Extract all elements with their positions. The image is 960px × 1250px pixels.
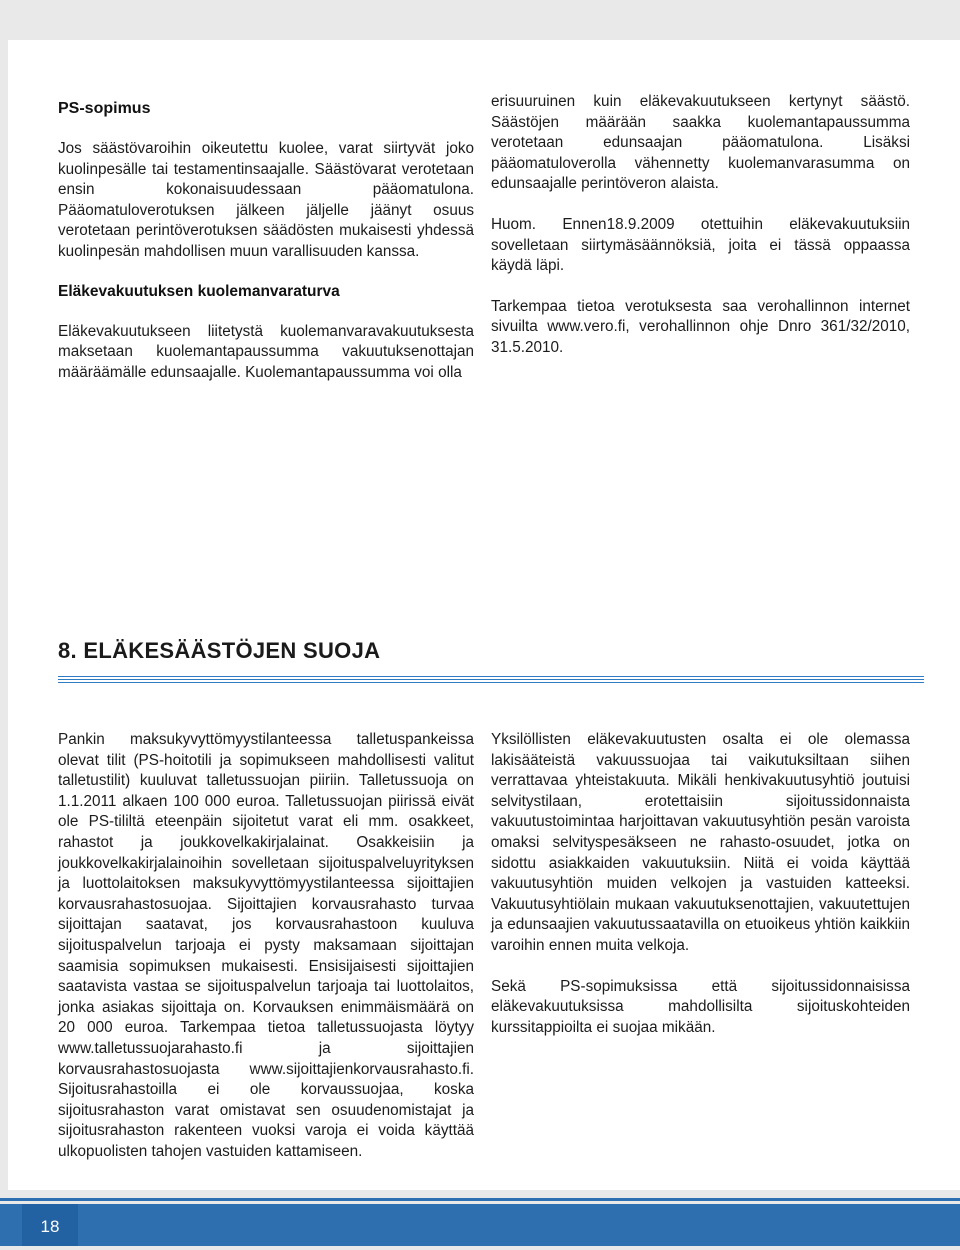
page-number: 18 bbox=[22, 1204, 78, 1246]
footer-band bbox=[0, 1204, 960, 1246]
left-top-column bbox=[58, 100, 474, 383]
footer-rule bbox=[0, 1198, 960, 1201]
section-divider bbox=[58, 676, 924, 683]
right-bottom-column bbox=[491, 730, 910, 1038]
section-title: 8. ELÄKESÄÄSTÖJEN SUOJA bbox=[58, 638, 381, 663]
verotus-paragraph: erisuuruinen kuin eläkevakuutukseen kertynyt säästö. Säästöjen määrään saakka kuolemantapaussumma verotetaan edunsaajan pääomatulona. Lisäksi pääomatuloverolla vähennetty kuolemanvarasumma on edunsaajalle perintöveron alaista. bbox=[491, 93, 910, 193]
kuolemanvaraturva-paragraph: Eläkevakuutukseen liitetystä kuolemanvaravakuutuksesta maksetaan kuolemantapaussumma vakuutuksenottajan määräämälle edunsaajalle. Kuolemantapaussumma voi olla bbox=[58, 322, 474, 381]
right-top-column bbox=[491, 92, 910, 359]
heading-kuolemanvaraturva: Eläkevakuutuksen kuolemanvaraturva bbox=[58, 282, 340, 300]
kurssitappiot-paragraph: Sekä PS-sopimuksissa että sijoitussidonnaisissa eläkevakuutuksissa mahdollisilta sijoituskohteiden kurssitappioilta ei suojaa mikään. bbox=[491, 977, 910, 1036]
document-page bbox=[8, 40, 960, 1190]
ps-sopimus-paragraph: Jos säästövaroihin oikeutettu kuolee, varat siirtyvät joko kuolinpesälle tai testamentinsaajalle. Säästövarat verotetaan ensin kokonaisuudessaan pääomatulona. Pääomatuloverotuksen jälkeen jäljelle jäänyt osuus verotetaan perintöverotuksen säädösten mukaisesti yhdessä kuolinpesän mahdollisen muun varallisuuden kanssa. bbox=[58, 140, 474, 260]
lisatietoa-paragraph: Tarkempaa tietoa verotuksesta saa verohallinnon internet sivuilta www.vero.fi, verohallinnon ohje Dnro 361/32/2010, 31.5.2010. bbox=[491, 297, 910, 356]
elakevakuutus-suoja-paragraph: Yksilöllisten eläkevakuutusten osalta ei ole olemassa lakisääteistä vakuussuojaa tai vaikutuksiltaan siihen verrattavaa yhteistakuuta. Mikäli henkivakuutusyhtiö joutuisi selvitystilaan, erotettaisiin sijoitussidonnaista vakuutustoimintaa harjoittavan vakuutusyhtiön pesän varoista omaksi selvityspesäkseen ne rahasto-osuudet, jotka on sidottu asiakkaiden vakuutuksiin. Niitä ei voida käyttää vakuutusyhtiön muiden velkojen ja vastuiden katteeksi. Vakuutusyhtiölain mukaan vakuutuksenottajien, vakuutettujen ja edunsaajien vakuutussaatavilla on etuoikeus yhtiön kaikkiin varoihin ennen muita velkoja. bbox=[491, 731, 910, 954]
huom-paragraph: Huom. Ennen18.9.2009 otettuihin eläkevakuutuksiin sovelletaan siirtymäsäännöksiä, joita ei tässä oppaassa käydä läpi. bbox=[491, 215, 910, 275]
left-bottom-column bbox=[58, 730, 474, 1162]
heading-ps-sopimus: PS-sopimus bbox=[58, 100, 151, 117]
talletussuoja-paragraph: Pankin maksukyvyttömyystilanteessa talletuspankeissa olevat tilit (PS-hoitotili ja sopimukseen mahdollisesti valitut talletustilit) kuuluvat talletussuojan piiriin. Talletussuoja on 1.1.2011 alkaen 100 000 euroa. Talletussuojan piirissä eivät ole PS-tililtä eteenpäin sijoitetut varat eli mm. osakkeet, rahastot ja joukkovelkakirjalainat. Osakkeisiin ja joukkovelkakirjalainoihin sovelletaan sijoituspalveluyrityksen ja luottolaitoksen maksukyvyttömyystilanteessa sijoittajien korvausrahastosuojaa. Sijoittajien korvausrahasto turvaa sijoittajan saatavat, jos korvausrahastoon kuuluva sijoituspalvelun tarjoaja ei pysty maksamaan sijoittajan saamisia sopimuksen mukaisesti. Ensisijaisesti sijoittajien saatavista vastaa se sijoituspalvelun tarjoaja tai luottolaitos, jonka asiakas sijoittaja on. Korvauksen enimmäismäärä on 20 000 euroa. Tarkempaa tietoa talletussuojasta löytyy www.talletussuojarahasto.fi ja sijoittajien korvausrahastosuojasta www.sijoittajienkorvausrahasto.fi. Sijoitusrahastoilla ei ole korvaussuojaa, koska sijoitusrahaston varat omistavat sen osuudenomistajat ja sijoitusrahaston rakenteen vuoksi varoja ei voida käyttää ulkopuolisten tahojen vastuiden kattamiseen. bbox=[58, 731, 474, 1160]
